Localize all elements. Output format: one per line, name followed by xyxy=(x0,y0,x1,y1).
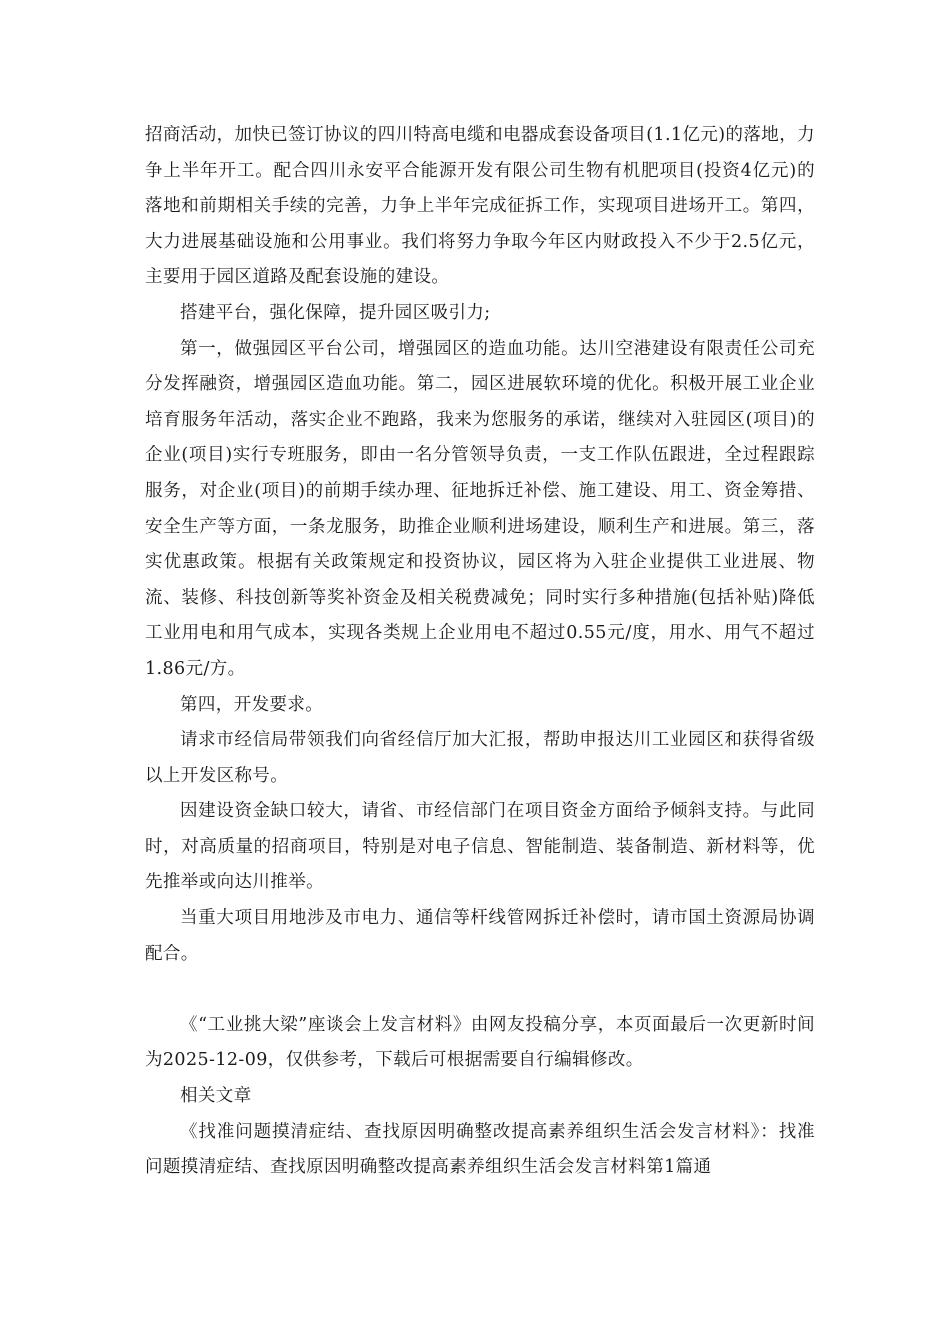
body-paragraph-7: 当重大项目用地涉及市电力、通信等杆线管网拆迁补偿时，请市国土资源局协调配合。 xyxy=(145,908,815,964)
body-paragraph-2: 搭建平台，强化保障，提升园区吸引力; xyxy=(180,302,491,323)
body-paragraph-6: 因建设资金缺口较大，请省、市经信部门在项目资金方面给予倾斜支持。与此同时，对高质量的招商项目，特别是对电子信息、智能制造、装备制造、新材料等，优先推举或向达川推举。 xyxy=(145,801,815,893)
body-paragraph-3: 第一，做强园区平台公司，增强园区的造血功能。达川空港建设有限责任公司充分发挥融资，增强园区造血功能。第二，园区进展软环境的优化。积极开展工业企业培育服务年活动，落实企业不跑路，我来为您服务的承诺，继续对入驻园区(项目)的企业(项目)实行专班服务，即由一名分管领导负责，一支工作队伍跟进，全过程跟踪服务，对企业(项目)的前期手续办理、征地拆迁补偿、施工建设、用工、资金筹措、安全生产等方面，一条龙服务，助推企业顺利进场建设，顺利生产和进展。第三，落实优惠政策。根据有关政策规定和投资协议，园区将为入驻企业提供工业进展、物流、装修、科技创新等奖补资金及相关税费减免；同时实行多种措施(包括补贴)降低工业用电和用气成本，实现各类规上企业用电不超过0.55元/度，用水、用气不超过1.86元/方。 xyxy=(145,338,815,679)
related-articles-heading: 相关文章 xyxy=(180,1086,252,1107)
related-article-link[interactable]: 《找准问题摸清症结、查找原因明确整改提高素养组织生活会发言材料》：找准问题摸清症结、查找原因明确整改提高素养组织生活会发言材料第1篇通 xyxy=(145,1121,815,1178)
body-paragraph-4: 第四，开发要求。 xyxy=(180,694,324,715)
share-note: 《“工业挑大梁”座谈会上发言材料》由网友投稿分享，本页面最后一次更新时间为2025-12-09，仅供参考，下载后可根据需要自行编辑修改。 xyxy=(145,1014,815,1071)
body-paragraph-1: 招商活动，加快已签订协议的四川特高电缆和电器成套设备项目(1.1亿元)的落地，力争上半年开工。配合四川永安平合能源开发有限公司生物有机肥项目(投资4亿元)的落地和前期相关手续的完善，力争上半年完成征拆工作，实现项目进场开工。第四，大力进展基础设施和公用事业。我们将努力争取今年区内财政投入不少于2.5亿元，主要用于园区道路及配套设施的建设。 xyxy=(145,125,815,288)
document-body xyxy=(145,118,815,1186)
body-paragraph-5: 请求市经信局带领我们向省经信厅加大汇报，帮助申报达川工业园区和获得省级以上开发区称号。 xyxy=(145,730,815,786)
paragraph-spacer xyxy=(145,972,815,1008)
